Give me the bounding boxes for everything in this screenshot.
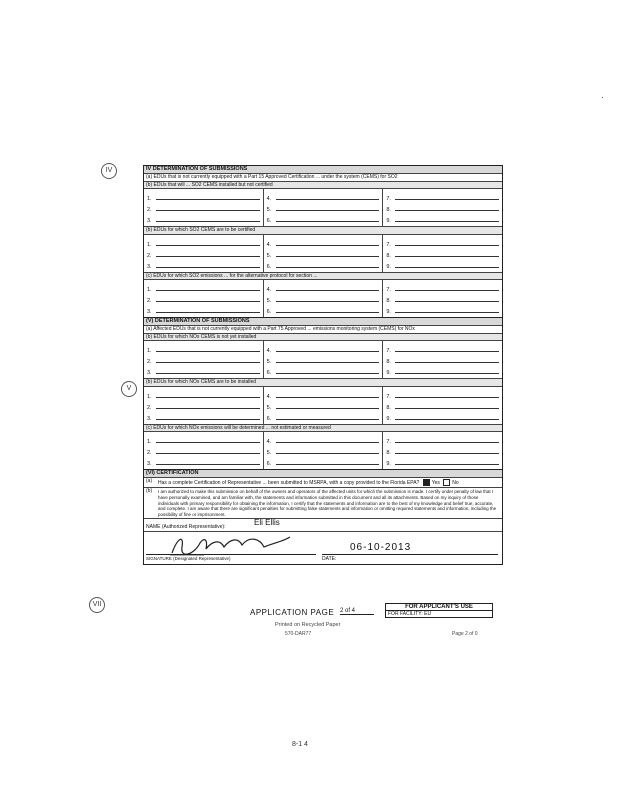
cert-q-label: (a) [146, 478, 153, 484]
v-b-field-2[interactable] [156, 408, 260, 409]
v-a-field-5[interactable] [276, 362, 380, 363]
scan-speck [602, 97, 603, 98]
page-of: Page 2 of 0 [452, 631, 478, 637]
form-code: 570-DAR77 [285, 631, 312, 637]
no-checkbox[interactable] [443, 479, 450, 486]
v-b-field-3[interactable] [156, 419, 260, 420]
section-iv-a-grid: 1. 2. 3. 4. 5. 6. 7. 8. 9. [144, 189, 502, 226]
iv-c-field-3[interactable] [156, 312, 260, 313]
v-c-field-9[interactable] [395, 464, 499, 465]
v-c-field-6[interactable] [276, 464, 380, 465]
v-b-field-5[interactable] [276, 408, 380, 409]
iv-b-field-6[interactable] [276, 267, 380, 268]
iv-b-field-8[interactable] [395, 256, 499, 257]
iv-c-field-2[interactable] [156, 301, 260, 302]
iv-a-field-1[interactable] [156, 199, 260, 200]
iv-c-field-8[interactable] [395, 301, 499, 302]
section-iv-c-label: (c) EDUs for which SO2 emissions ... for the alternative protocol for section ... [144, 272, 502, 281]
section-v-a-grid: 1. 2. 3. 4. 5. 6. 7. 8. 9. [144, 341, 502, 378]
section-v-a-label: (a) Affected EDUs that is not currently equipped with a Part 75 Approved ... emissions monitoring system (CEMS) for NOx [144, 326, 502, 334]
v-a-field-4[interactable] [276, 351, 380, 352]
iv-a-field-7[interactable] [395, 199, 499, 200]
v-c-field-7[interactable] [395, 442, 499, 443]
iv-c-field-6[interactable] [276, 312, 380, 313]
iv-a-field-2[interactable] [156, 210, 260, 211]
iv-a-field-8[interactable] [395, 210, 499, 211]
applicant-use-box [385, 603, 493, 618]
v-c-field-2[interactable] [156, 453, 260, 454]
application-form [143, 165, 503, 565]
v-a-field-8[interactable] [395, 362, 499, 363]
v-c-field-3[interactable] [156, 464, 260, 465]
section-v-marker: V [121, 381, 137, 397]
section-iv-title: IV DETERMINATION OF SUBMISSIONS [144, 166, 502, 174]
cert-q-text: Has a complete Certification of Representative ... been submitted to MSRPA, with a copy provided to the Florida EPA? [158, 479, 420, 486]
section-v-title: (V) DETERMINATION OF SUBMISSIONS [144, 318, 502, 326]
signature-row [144, 532, 502, 564]
v-b-field-9[interactable] [395, 419, 499, 420]
iv-b-field-3[interactable] [156, 267, 260, 268]
v-a-field-9[interactable] [395, 373, 499, 374]
applicant-use-title: FOR APPLICANT'S USE [386, 604, 492, 611]
section-iv-a-label: (a) EDUs that is not currently equipped with a Part 15 Approved Certification ... under the system (CEMS) for SO2 [144, 174, 502, 182]
name-value[interactable]: Eli Ellis [254, 517, 280, 527]
section-v-b-label: (b) EDUs for which NOx CEMS are to be installed [144, 378, 502, 387]
section-iv-c-grid: 1. 2. 3. 4. 5. 6. 7. 8. 9. [144, 280, 502, 317]
iv-a-field-4[interactable] [276, 199, 380, 200]
v-c-field-1[interactable] [156, 442, 260, 443]
section-vi-certification [144, 470, 502, 564]
application-page-value: 2 of 4 [340, 608, 374, 615]
iv-c-field-4[interactable] [276, 290, 380, 291]
v-c-field-5[interactable] [276, 453, 380, 454]
printed-recycled: Printed on Recycled Paper [275, 622, 341, 628]
v-b-field-4[interactable] [276, 397, 380, 398]
v-b-field-8[interactable] [395, 408, 499, 409]
iv-b-field-7[interactable] [395, 245, 499, 246]
section-v-c-grid: 1. 2. 3. 4. 5. 6. 7. 8. 9. [144, 432, 502, 469]
iv-a-field-3[interactable] [156, 221, 260, 222]
v-a-field-2[interactable] [156, 362, 260, 363]
section-v-b-grid: 1. 2. 3. 4. 5. 6. 7. 8. 9. [144, 387, 502, 424]
cert-statement: I am authorized to make this submission on behalf of the owners and operators of the affected units for which the submission is made. I certify under penalty of law that I have personally examined, and am familiar with, the statements and information submitted in this document and all its attachments. Based on my inquiry of those individuals with primary responsibility for obtaining the information, I certify that the statements and information are to the best of my knowledge and belief true, accurate, and complete. I am aware that there are significant penalties for submitting false statements and information or omitting required statements and information, including the possibility of fine or imprisonment. [158, 489, 497, 517]
iv-c-field-7[interactable] [395, 290, 499, 291]
v-a-field-3[interactable] [156, 373, 260, 374]
iv-c-field-9[interactable] [395, 312, 499, 313]
certification-title: (VI) CERTIFICATION [144, 470, 502, 478]
application-page-label: APPLICATION PAGE [250, 608, 335, 617]
section-v-c-label: (c) EDUs for which NOx emissions will be determined ... not estimated or measured [144, 424, 502, 433]
iv-a-field-6[interactable] [276, 221, 380, 222]
iv-b-field-1[interactable] [156, 245, 260, 246]
bottom-page-number: 8-1 4 [292, 741, 308, 748]
iv-b-field-4[interactable] [276, 245, 380, 246]
date-label: DATE: [322, 555, 337, 562]
date-value[interactable]: 06-10-2013 [350, 541, 412, 553]
iv-a-field-5[interactable] [276, 210, 380, 211]
iv-c-field-1[interactable] [156, 290, 260, 291]
v-c-field-4[interactable] [276, 442, 380, 443]
iv-c-field-5[interactable] [276, 301, 380, 302]
section-iv-a-sub: (b) EDUs that will ... SO2 CEMS installed but not certified [144, 182, 502, 190]
iv-b-field-9[interactable] [395, 267, 499, 268]
section-v [144, 318, 502, 470]
v-a-field-6[interactable] [276, 373, 380, 374]
v-b-field-6[interactable] [276, 419, 380, 420]
section-iv-b-label: (b) EDUs for which SO2 CEMS are to be certified [144, 226, 502, 235]
v-b-field-1[interactable] [156, 397, 260, 398]
signature-label: SIGNATURE (Designated Representative) [146, 554, 316, 563]
cert-b-label: (b) [146, 488, 153, 495]
applicant-use-field[interactable]: FOR FACILITY: EU [388, 611, 432, 617]
iv-b-field-5[interactable] [276, 256, 380, 257]
v-a-field-7[interactable] [395, 351, 499, 352]
yes-label: Yes [431, 479, 440, 486]
section-iv [144, 166, 502, 318]
v-a-field-1[interactable] [156, 351, 260, 352]
iv-a-field-9[interactable] [395, 221, 499, 222]
name-label: NAME (Authorized Representative): [146, 523, 226, 530]
yes-checkbox[interactable] [423, 479, 430, 486]
section-iv-marker: IV [101, 163, 117, 179]
section-v-a-sub: (b) EDUs for which NOx CEMS is not yet installed [144, 334, 502, 342]
no-label: No [452, 479, 459, 486]
iv-b-field-2[interactable] [156, 256, 260, 257]
section-iv-b-grid: 1. 2. 3. 4. 5. 6. 7. 8. 9. [144, 235, 502, 272]
v-c-field-8[interactable] [395, 453, 499, 454]
v-b-field-7[interactable] [395, 397, 499, 398]
section-vii-marker: VII [89, 597, 105, 613]
